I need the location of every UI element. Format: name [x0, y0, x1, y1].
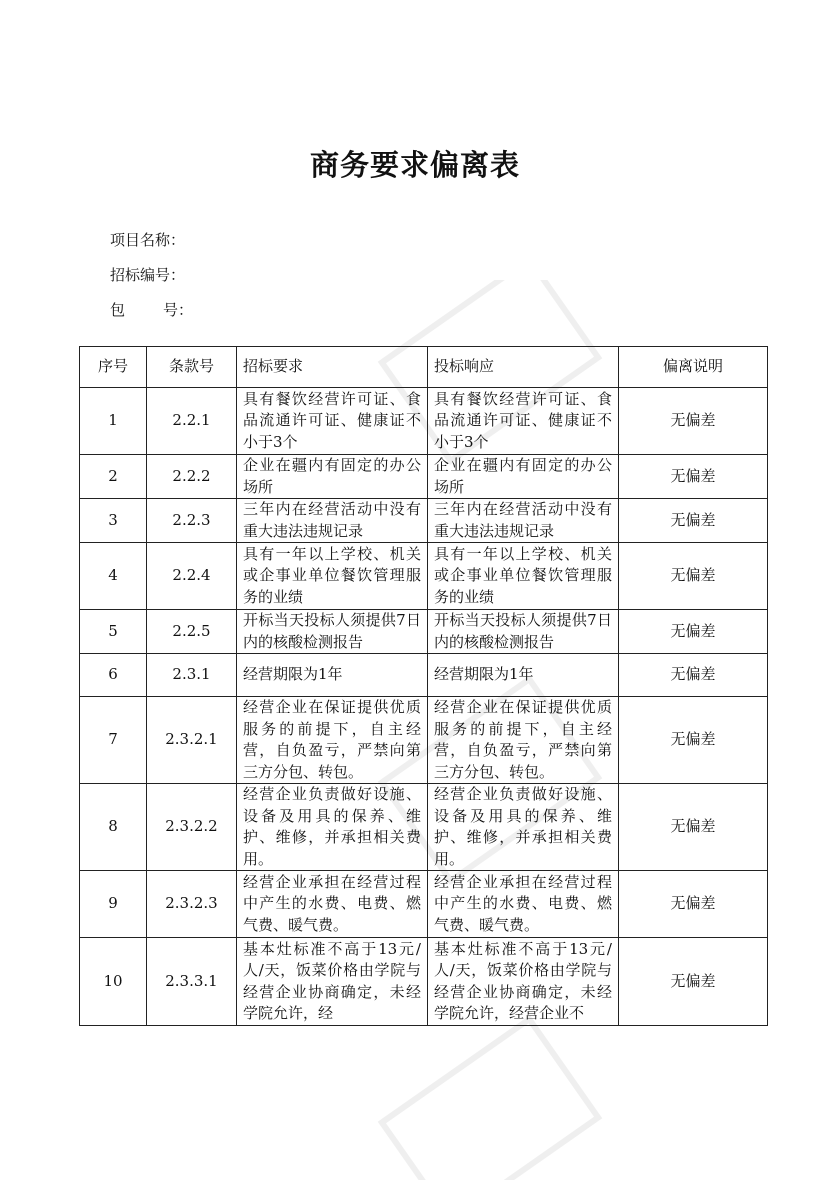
- row-requirement: 经营企业负责做好设施、设备及用具的保养、维护、维修，并承担相关费用。: [237, 784, 428, 871]
- table-row: [80, 938, 768, 1026]
- header-clause: 条款号: [147, 347, 237, 388]
- bid-number-label: 招标编号：: [110, 266, 186, 284]
- row-deviation: 无偏差: [619, 871, 768, 938]
- row-clause: 2.2.3: [147, 499, 237, 543]
- row-no: 3: [80, 499, 147, 543]
- project-name-label: 项目名称：: [110, 231, 186, 249]
- header-no: 序号: [80, 347, 147, 388]
- package-label: [110, 299, 193, 320]
- row-clause: 2.3.2.1: [147, 697, 237, 784]
- table-row: [80, 388, 768, 455]
- row-deviation: 无偏差: [619, 610, 768, 654]
- row-response: 具有餐饮经营许可证、食品流通许可证、健康证不小于3个: [428, 388, 619, 455]
- table-row: [80, 543, 768, 610]
- row-requirement: 经营企业承担在经营过程中产生的水费、电费、燃气费、暖气费。: [237, 871, 428, 938]
- row-response: 基本灶标准不高于13元/人/天，饭菜价格由学院与经营企业协商确定，未经学院允许，经营企业不: [428, 938, 619, 1026]
- table-row: [80, 455, 768, 499]
- row-requirement: 基本灶标准不高于13元/人/天，饭菜价格由学院与经营企业协商确定，未经学院允许，经: [237, 938, 428, 1026]
- row-response: 企业在疆内有固定的办公场所: [428, 455, 619, 499]
- row-response: 经营企业负责做好设施、设备及用具的保养、维护、维修，并承担相关费用。: [428, 784, 619, 871]
- row-response: 经营企业在保证提供优质服务的前提下，自主经营，自负盈亏，严禁向第三方分包、转包。: [428, 697, 619, 784]
- header-deviation: 偏离说明: [619, 347, 768, 388]
- row-no: 1: [80, 388, 147, 455]
- row-deviation: 无偏差: [619, 938, 768, 1026]
- row-deviation: 无偏差: [619, 499, 768, 543]
- row-response: 经营期限为1年: [428, 654, 619, 697]
- row-response: 开标当天投标人须提供7日内的核酸检测报告: [428, 610, 619, 654]
- row-no: 9: [80, 871, 147, 938]
- table-row: [80, 871, 768, 938]
- table-row: [80, 697, 768, 784]
- row-no: 5: [80, 610, 147, 654]
- package-label-part-a: 包: [110, 301, 126, 319]
- row-clause: 2.2.2: [147, 455, 237, 499]
- deviation-table: [79, 346, 768, 1026]
- row-no: 10: [80, 938, 147, 1026]
- table-row: [80, 654, 768, 697]
- row-deviation: 无偏差: [619, 654, 768, 697]
- row-deviation: 无偏差: [619, 543, 768, 610]
- row-no: 8: [80, 784, 147, 871]
- row-requirement: 三年内在经营活动中没有重大违法违规记录: [237, 499, 428, 543]
- row-no: 2: [80, 455, 147, 499]
- row-clause: 2.3.3.1: [147, 938, 237, 1026]
- header-requirement: 招标要求: [237, 347, 428, 388]
- row-response: 具有一年以上学校、机关或企事业单位餐饮管理服务的业绩: [428, 543, 619, 610]
- row-clause: 2.3.2.3: [147, 871, 237, 938]
- row-clause: 2.2.1: [147, 388, 237, 455]
- table-row: [80, 784, 768, 871]
- table-header-row: [80, 347, 768, 388]
- row-no: 6: [80, 654, 147, 697]
- row-requirement: 经营企业在保证提供优质服务的前提下，自主经营，自负盈亏，严禁向第三方分包、转包。: [237, 697, 428, 784]
- row-no: 4: [80, 543, 147, 610]
- row-deviation: 无偏差: [619, 784, 768, 871]
- row-response: 三年内在经营活动中没有重大违法违规记录: [428, 499, 619, 543]
- row-requirement: 具有餐饮经营许可证、食品流通许可证、健康证不小于3个: [237, 388, 428, 455]
- row-clause: 2.2.5: [147, 610, 237, 654]
- table-row: [80, 499, 768, 543]
- row-deviation: 无偏差: [619, 388, 768, 455]
- row-requirement: 企业在疆内有固定的办公场所: [237, 455, 428, 499]
- row-no: 7: [80, 697, 147, 784]
- row-requirement: 开标当天投标人须提供7日内的核酸检测报告: [237, 610, 428, 654]
- row-requirement: 经营期限为1年: [237, 654, 428, 697]
- table-row: [80, 610, 768, 654]
- row-clause: 2.2.4: [147, 543, 237, 610]
- header-response: 投标响应: [428, 347, 619, 388]
- row-deviation: 无偏差: [619, 697, 768, 784]
- row-response: 经营企业承担在经营过程中产生的水费、电费、燃气费、暖气费。: [428, 871, 619, 938]
- row-deviation: 无偏差: [619, 455, 768, 499]
- row-clause: 2.3.2.2: [147, 784, 237, 871]
- page-title: 商务要求偏离表: [309, 148, 520, 182]
- row-clause: 2.3.1: [147, 654, 237, 697]
- row-requirement: 具有一年以上学校、机关或企事业单位餐饮管理服务的业绩: [237, 543, 428, 610]
- package-label-part-b: 号：: [163, 301, 194, 319]
